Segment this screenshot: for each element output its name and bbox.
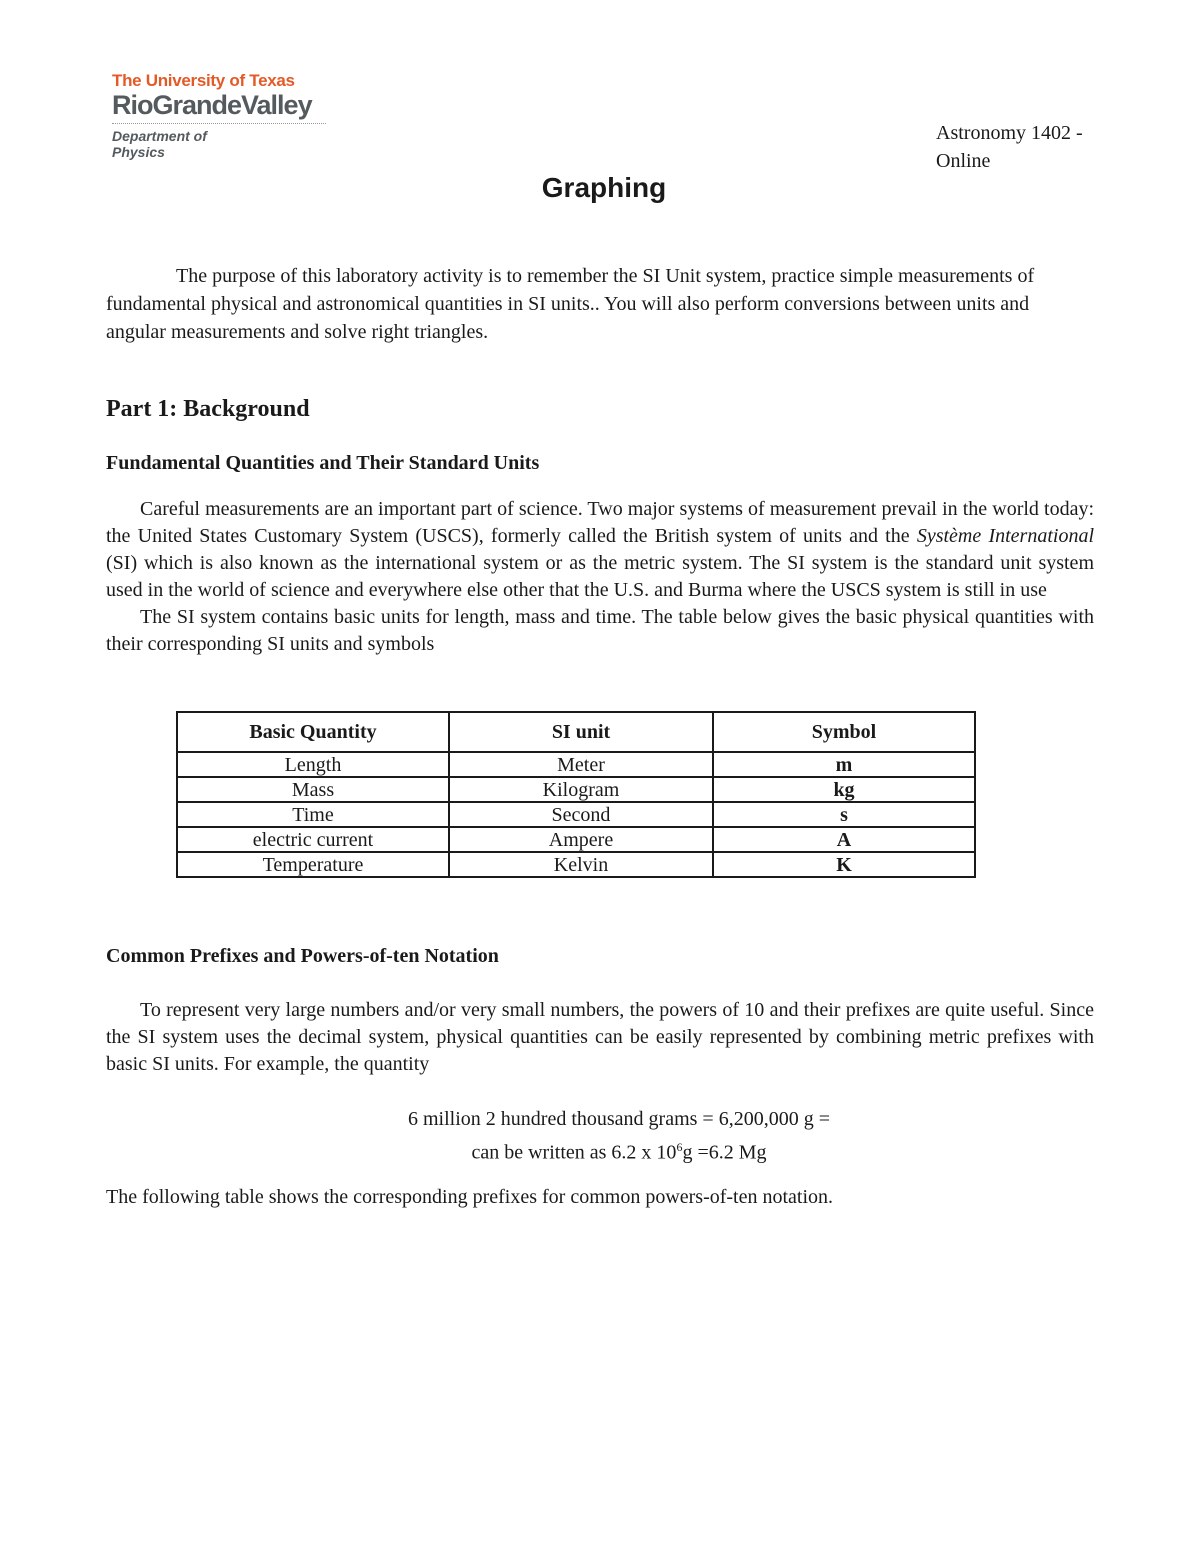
logo-campus-name: RioGrandeValley [112,90,312,120]
logo-university-name: The University of Texas [112,71,295,90]
table-cell: Mass [177,777,449,802]
following-table-note: The following table shows the corresponding prefixes for common powers-of-ten notation. [106,1186,834,1208]
example-line2 [0,1133,1200,1167]
course-label [936,119,1136,175]
section2-heading: Common Prefixes and Powers-of-ten Notation [106,945,499,967]
university-logo [112,72,334,160]
section2-body [106,997,1094,1078]
table-row [177,827,975,852]
table-cell: Ampere [449,827,713,852]
table-cell: Temperature [177,852,449,877]
table-cell: kg [713,777,975,802]
table-cell: s [713,802,975,827]
section1-paragraph2: The SI system contains basic units for length, mass and time. The table below gives the basic physical quantities with their corresponding SI units and symbols [106,606,1094,655]
table-cell: Kelvin [449,852,713,877]
table-cell: A [713,827,975,852]
table-cell: Length [177,752,449,777]
section1-p1-italic: Système International [916,525,1094,547]
table-cell: Meter [449,752,713,777]
logo-department-line2: Physics [112,144,165,160]
section1-paragraph1 [106,496,1094,604]
table-header: SI unit [449,712,713,752]
course-mode: Online [936,150,991,172]
section2-paragraph1: To represent very large numbers and/or very small numbers, the powers of 10 and their prefixes are quite useful. Since the SI system uses the decimal system, physical quantities can be easily represented by combining metric prefixes with basic SI units. For example, the quantity [106,999,1094,1075]
purpose-paragraph [106,262,1046,346]
logo-divider [112,123,326,124]
table-header: Basic Quantity [177,712,449,752]
logo-department-line1: Department of [112,128,207,144]
table-row [177,852,975,877]
table-cell: m [713,752,975,777]
course-name: Astronomy 1402 - [936,122,1083,144]
example-exponent: 6 [676,1140,683,1154]
table-header: Symbol [713,712,975,752]
table-cell: Second [449,802,713,827]
example-line2-text: can be written as 6.2 x 10 [471,1141,677,1164]
example-line1: 6 million 2 hundred thousand grams = 6,200,000 g = [408,1108,830,1130]
table-cell: K [713,852,975,877]
example-line2-text-end: g =6.2 Mg [682,1141,767,1164]
section1-p1-text: Careful measurements are an important part of science. Two major systems of measurement prevail in the world today: the United States Customary System (USCS), formerly called the British system of units and the [106,498,1094,547]
table-row [177,802,975,827]
purpose-text: The purpose of this laboratory activity is to remember the SI Unit system, practice simple measurements of fundamental physical and astronomical quantities in SI units.. You will also perform conversions between units and angular measurements and solve right triangles. [106,265,1035,343]
section1-body [106,496,1094,658]
table-header-row [177,712,975,752]
page-title: Graphing [541,172,667,203]
table-cell: Time [177,802,449,827]
table-cell: Kilogram [449,777,713,802]
part1-heading: Part 1: Background [106,396,310,422]
section1-heading: Fundamental Quantities and Their Standard Units [106,452,540,474]
table-row [177,752,975,777]
units-table [176,711,976,878]
table-row [177,777,975,802]
table-cell: electric current [177,827,449,852]
section1-p1-text-end: (SI) which is also known as the international system or as the metric system. The SI system is the standard unit system used in the world of science and everywhere else other that the U.S. and Burma where the USCS system is still in use [106,552,1094,601]
